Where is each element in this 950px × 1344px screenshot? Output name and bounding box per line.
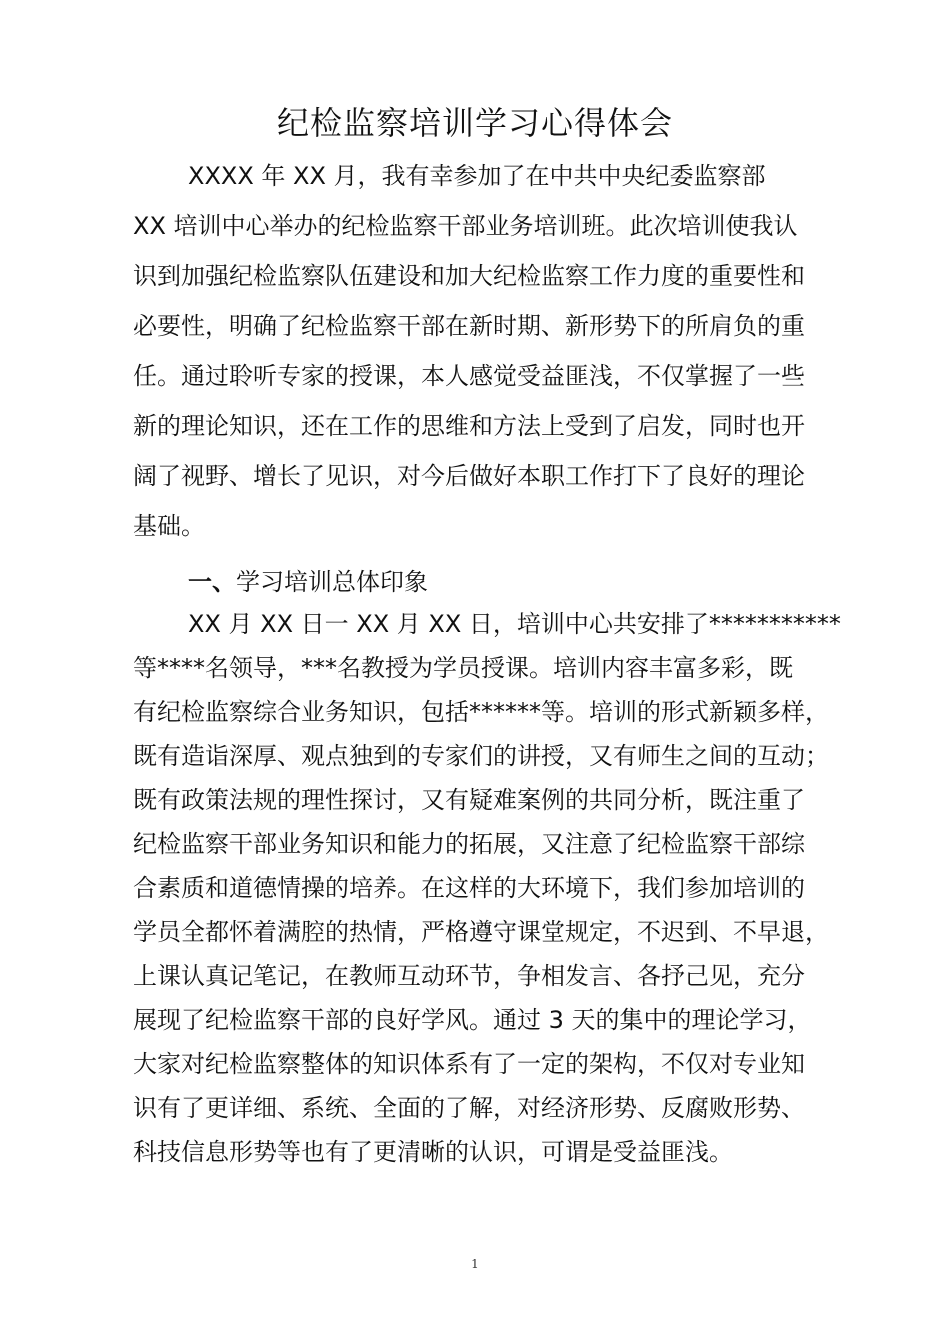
paragraph-line: XXXX 年 XX 月，我有幸参加了在中共中央纪委监察部 <box>188 162 766 190</box>
paragraph-line: 大家对纪检监察整体的知识体系有了一定的架构，不仅对专业知 <box>133 1050 805 1078</box>
paragraph-line: XX 月 XX 日一 XX 月 XX 日，培训中心共安排了*********** <box>188 610 841 638</box>
paragraph-line: 有纪检监察综合业务知识，包括******等。培训的形式新颖多样， <box>133 698 829 726</box>
paragraph-line: 识有了更详细、系统、全面的了解，对经济形势、反腐败形势、 <box>133 1094 805 1122</box>
document-title: 纪检监察培训学习心得体会 <box>276 104 673 142</box>
paragraph-line: 学员全都怀着满腔的热情，严格遵守课堂规定，不迟到、不早退， <box>133 918 829 946</box>
paragraph-line: 既有政策法规的理性探讨，又有疑难案例的共同分析，既注重了 <box>133 786 805 814</box>
paragraph-line: XX 培训中心举办的纪检监察干部业务培训班。此次培训使我认 <box>133 212 798 240</box>
paragraph-line: 必要性，明确了纪检监察干部在新时期、新形势下的所肩负的重 <box>133 312 805 340</box>
section-heading-text: 学习培训总体印象 <box>236 568 428 596</box>
paragraph-line: 识到加强纪检监察队伍建设和加大纪检监察工作力度的重要性和 <box>133 262 805 290</box>
paragraph-line: 阔了视野、增长了见识，对今后做好本职工作打下了良好的理论 <box>133 462 805 490</box>
paragraph-line: 等****名领导，***名教授为学员授课。培训内容丰富多彩，既 <box>133 654 793 682</box>
page-number: 1 <box>471 1257 479 1271</box>
paragraph-line: 任。通过聆听专家的授课，本人感觉受益匪浅，不仅掌握了一些 <box>133 362 805 390</box>
paragraph-line: 展现了纪检监察干部的良好学风。通过 3 天的集中的理论学习， <box>133 1006 812 1034</box>
paragraph-line: 上课认真记笔记，在教师互动环节，争相发言、各抒己见，充分 <box>133 962 805 990</box>
paragraph-line: 新的理论知识，还在工作的思维和方法上受到了启发，同时也开 <box>133 412 805 440</box>
section-number: 一、 <box>188 568 236 596</box>
paragraph-line: 既有造诣深厚、观点独到的专家们的讲授，又有师生之间的互动； <box>133 742 829 770</box>
paragraph-line: 基础。 <box>133 512 205 540</box>
paragraph-line: 纪检监察干部业务知识和能力的拓展，又注意了纪检监察干部综 <box>133 830 805 858</box>
section-heading <box>188 566 428 598</box>
paragraph-line: 科技信息形势等也有了更清晰的认识，可谓是受益匪浅。 <box>133 1138 733 1166</box>
paragraph-line: 合素质和道德情操的培养。在这样的大环境下，我们参加培训的 <box>133 874 805 902</box>
